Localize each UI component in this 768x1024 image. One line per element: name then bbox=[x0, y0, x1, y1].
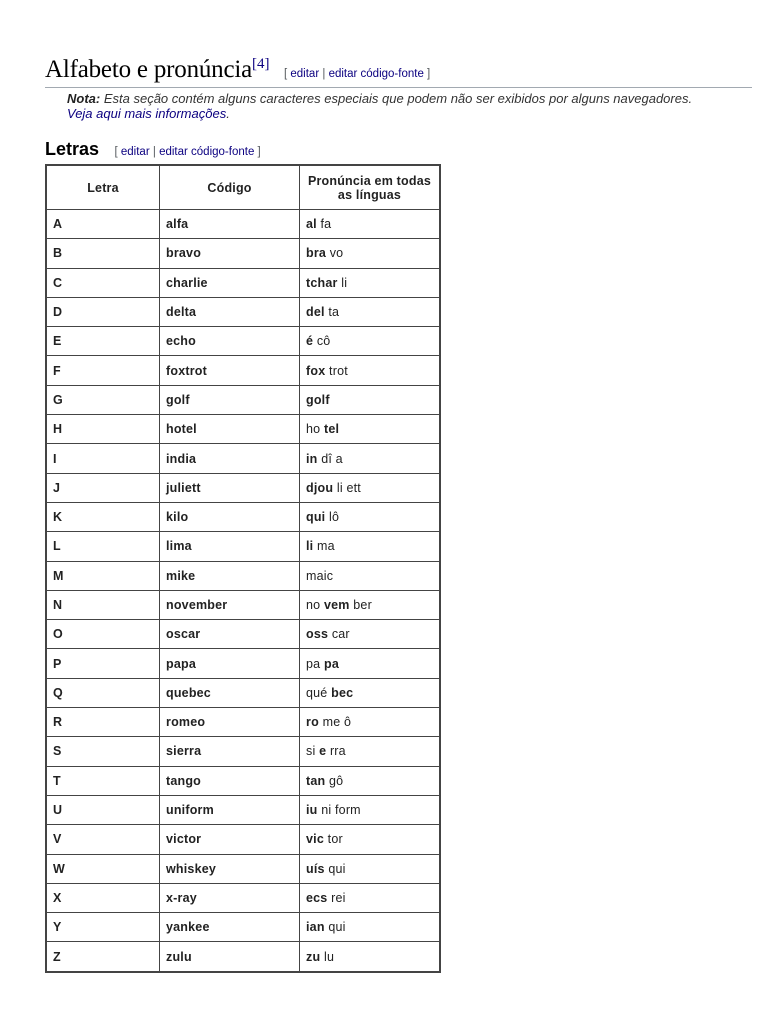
cell-pronunciation bbox=[300, 502, 441, 531]
syllable: car bbox=[328, 627, 350, 642]
cell-letter: N bbox=[46, 590, 160, 619]
cell-code: kilo bbox=[160, 502, 300, 531]
syllable: fa bbox=[316, 217, 332, 232]
cell-pronunciation bbox=[300, 385, 441, 414]
cell-code: x-ray bbox=[160, 883, 300, 912]
cell-code: romeo bbox=[160, 708, 300, 737]
edit-source-link[interactable]: editar código-fonte bbox=[328, 68, 424, 80]
cell-pronunciation bbox=[300, 356, 441, 385]
table-row bbox=[46, 766, 440, 795]
cell-pronunciation bbox=[300, 268, 441, 297]
stressed-syllable: pa bbox=[323, 656, 339, 671]
table-row bbox=[46, 590, 440, 619]
stressed-syllable: del bbox=[306, 305, 325, 320]
cell-pronunciation bbox=[300, 649, 441, 678]
cell-pronunciation bbox=[300, 825, 441, 854]
cell-letter: K bbox=[46, 502, 160, 531]
phonetic-alphabet-table bbox=[45, 164, 441, 973]
cell-letter: C bbox=[46, 268, 160, 297]
cell-pronunciation bbox=[300, 942, 441, 972]
section-title: Alfabeto e pronúncia bbox=[45, 56, 253, 83]
syllable: li bbox=[337, 275, 348, 290]
header-code: Código bbox=[160, 165, 300, 210]
cell-letter: L bbox=[46, 532, 160, 561]
cell-pronunciation bbox=[300, 620, 441, 649]
stressed-syllable: iu bbox=[306, 803, 318, 818]
syllable: ho bbox=[306, 422, 324, 437]
cell-code: alfa bbox=[160, 210, 300, 239]
syllable: ber bbox=[349, 598, 372, 612]
cell-code: yankee bbox=[160, 913, 300, 942]
table-body bbox=[46, 210, 440, 972]
subsection-title: Letras bbox=[45, 139, 100, 159]
cell-code: victor bbox=[160, 825, 300, 854]
stressed-syllable: bra bbox=[306, 246, 327, 261]
edit-link[interactable]: editar bbox=[290, 68, 320, 80]
table-row bbox=[46, 444, 440, 473]
table-row bbox=[46, 854, 440, 883]
edit-link[interactable]: editar bbox=[120, 146, 150, 158]
cell-code: tango bbox=[160, 766, 300, 795]
stressed-syllable: ian bbox=[306, 920, 325, 935]
table-row bbox=[46, 561, 440, 590]
syllable: trot bbox=[325, 363, 348, 378]
cell-pronunciation bbox=[300, 444, 441, 473]
cell-code: bravo bbox=[160, 239, 300, 268]
cell-letter: T bbox=[46, 766, 160, 795]
cell-letter: S bbox=[46, 737, 160, 766]
table-header-row bbox=[46, 165, 440, 210]
header-letter: Letra bbox=[46, 165, 160, 210]
stressed-syllable: oss bbox=[306, 627, 329, 642]
syllable: vo bbox=[326, 246, 344, 261]
syllable: lô bbox=[325, 510, 340, 525]
stressed-syllable: golf bbox=[306, 392, 330, 407]
cell-pronunciation bbox=[300, 913, 441, 942]
syllable: pa bbox=[306, 656, 324, 671]
cell-pronunciation bbox=[300, 415, 441, 444]
syllable: rra bbox=[326, 744, 346, 759]
note-label: Nota: bbox=[67, 91, 101, 106]
cell-code: sierra bbox=[160, 737, 300, 766]
syllable: qui bbox=[324, 920, 346, 935]
cell-letter: A bbox=[46, 210, 160, 239]
syllable: gô bbox=[325, 773, 344, 788]
cell-pronunciation bbox=[300, 532, 441, 561]
cell-letter: M bbox=[46, 561, 160, 590]
table-row bbox=[46, 620, 440, 649]
cell-code: juliett bbox=[160, 473, 300, 502]
table-row bbox=[46, 327, 440, 356]
syllable: no bbox=[306, 598, 324, 612]
table-row bbox=[46, 825, 440, 854]
table-row bbox=[46, 795, 440, 824]
cell-letter: J bbox=[46, 473, 160, 502]
table-row bbox=[46, 502, 440, 531]
syllable: qui bbox=[324, 861, 346, 876]
edit-bracket-close: ] bbox=[257, 146, 261, 158]
edit-source-link[interactable]: editar código-fonte bbox=[159, 146, 255, 158]
cell-pronunciation bbox=[300, 297, 441, 326]
stressed-syllable: vem bbox=[323, 598, 350, 612]
stressed-syllable: li bbox=[306, 539, 314, 554]
subsection-edit-links bbox=[114, 146, 260, 158]
stressed-syllable: qui bbox=[306, 510, 326, 525]
table-row bbox=[46, 297, 440, 326]
cell-letter: W bbox=[46, 854, 160, 883]
cell-code: india bbox=[160, 444, 300, 473]
cell-code: whiskey bbox=[160, 854, 300, 883]
table-row bbox=[46, 415, 440, 444]
cell-code: echo bbox=[160, 327, 300, 356]
table-row bbox=[46, 473, 440, 502]
cell-code: uniform bbox=[160, 795, 300, 824]
stressed-syllable: e bbox=[319, 744, 327, 759]
cell-pronunciation bbox=[300, 327, 441, 356]
table-row bbox=[46, 649, 440, 678]
cell-pronunciation bbox=[300, 473, 441, 502]
cell-code: oscar bbox=[160, 620, 300, 649]
edit-separator: | bbox=[322, 68, 326, 80]
cell-code: golf bbox=[160, 385, 300, 414]
syllable: lu bbox=[320, 949, 335, 964]
cell-pronunciation bbox=[300, 210, 441, 239]
cell-pronunciation bbox=[300, 561, 441, 590]
cell-letter: O bbox=[46, 620, 160, 649]
stressed-syllable: é bbox=[306, 334, 314, 349]
cell-letter: G bbox=[46, 385, 160, 414]
subsection-heading bbox=[45, 139, 261, 161]
cell-code: lima bbox=[160, 532, 300, 561]
table-row bbox=[46, 942, 440, 972]
cell-pronunciation bbox=[300, 239, 441, 268]
syllable: rei bbox=[327, 890, 346, 905]
cell-letter: Y bbox=[46, 913, 160, 942]
cell-letter: H bbox=[46, 415, 160, 444]
table-row bbox=[46, 268, 440, 297]
table-row bbox=[46, 913, 440, 942]
stressed-syllable: al bbox=[306, 217, 317, 232]
section-edit-links bbox=[284, 68, 430, 80]
syllable: cô bbox=[313, 334, 331, 349]
syllable: dî a bbox=[317, 451, 343, 466]
cell-letter: P bbox=[46, 649, 160, 678]
stressed-syllable: bec bbox=[331, 685, 354, 700]
header-pronunciation: Pronúncia em todas as línguas bbox=[300, 165, 441, 210]
stressed-syllable: zu bbox=[306, 949, 321, 964]
cell-pronunciation bbox=[300, 737, 441, 766]
edit-separator: | bbox=[152, 146, 156, 158]
cell-letter: Z bbox=[46, 942, 160, 972]
note-end: . bbox=[226, 106, 230, 121]
section-heading bbox=[45, 56, 752, 88]
cell-letter: I bbox=[46, 444, 160, 473]
cell-letter: E bbox=[46, 327, 160, 356]
cell-pronunciation bbox=[300, 708, 441, 737]
stressed-syllable: vic bbox=[306, 832, 324, 847]
cell-pronunciation bbox=[300, 795, 441, 824]
note-text: Esta seção contém alguns caracteres especiais que podem não ser exibidos por alguns navegadores. bbox=[103, 91, 693, 106]
syllable: maic bbox=[306, 568, 334, 583]
cell-pronunciation bbox=[300, 854, 441, 883]
table-row bbox=[46, 883, 440, 912]
table-row bbox=[46, 210, 440, 239]
cell-pronunciation bbox=[300, 590, 441, 619]
cell-letter: D bbox=[46, 297, 160, 326]
table-row bbox=[46, 737, 440, 766]
stressed-syllable: uís bbox=[306, 861, 325, 876]
table-row bbox=[46, 385, 440, 414]
syllable: tor bbox=[323, 832, 343, 847]
table-row bbox=[46, 239, 440, 268]
stressed-syllable: tan bbox=[306, 773, 326, 788]
note-info-link[interactable]: Veja aqui mais informações bbox=[67, 106, 227, 121]
cell-code: zulu bbox=[160, 942, 300, 972]
cell-code: quebec bbox=[160, 678, 300, 707]
table-row bbox=[46, 532, 440, 561]
note-hatnote bbox=[67, 91, 707, 121]
table-row bbox=[46, 356, 440, 385]
cell-pronunciation bbox=[300, 883, 441, 912]
syllable: ta bbox=[324, 305, 340, 320]
cell-letter: F bbox=[46, 356, 160, 385]
cell-letter: Q bbox=[46, 678, 160, 707]
cell-code: foxtrot bbox=[160, 356, 300, 385]
cell-code: november bbox=[160, 590, 300, 619]
cell-code: charlie bbox=[160, 268, 300, 297]
stressed-syllable: fox bbox=[306, 363, 326, 378]
syllable: li ett bbox=[333, 480, 361, 495]
cell-letter: X bbox=[46, 883, 160, 912]
table-row bbox=[46, 678, 440, 707]
cell-code: hotel bbox=[160, 415, 300, 444]
table-row bbox=[46, 708, 440, 737]
stressed-syllable: tchar bbox=[306, 275, 338, 290]
cell-letter: B bbox=[46, 239, 160, 268]
stressed-syllable: djou bbox=[306, 480, 334, 495]
reference-link[interactable]: [4] bbox=[252, 55, 270, 72]
cell-letter: U bbox=[46, 795, 160, 824]
edit-bracket-open: [ bbox=[283, 68, 288, 80]
cell-code: delta bbox=[160, 297, 300, 326]
syllable: qué bbox=[306, 685, 332, 700]
syllable: si bbox=[306, 744, 320, 759]
cell-pronunciation bbox=[300, 766, 441, 795]
syllable: me ô bbox=[318, 715, 352, 730]
cell-letter: V bbox=[46, 825, 160, 854]
cell-code: papa bbox=[160, 649, 300, 678]
cell-letter: R bbox=[46, 708, 160, 737]
syllable: ni form bbox=[317, 803, 361, 818]
cell-code: mike bbox=[160, 561, 300, 590]
stressed-syllable: ro bbox=[306, 715, 319, 730]
edit-bracket-close: ] bbox=[427, 68, 431, 80]
syllable: ma bbox=[313, 539, 335, 554]
cell-pronunciation bbox=[300, 678, 441, 707]
stressed-syllable: in bbox=[306, 451, 318, 466]
stressed-syllable: ecs bbox=[306, 890, 328, 905]
edit-bracket-open: [ bbox=[114, 146, 118, 158]
stressed-syllable: tel bbox=[323, 422, 340, 437]
